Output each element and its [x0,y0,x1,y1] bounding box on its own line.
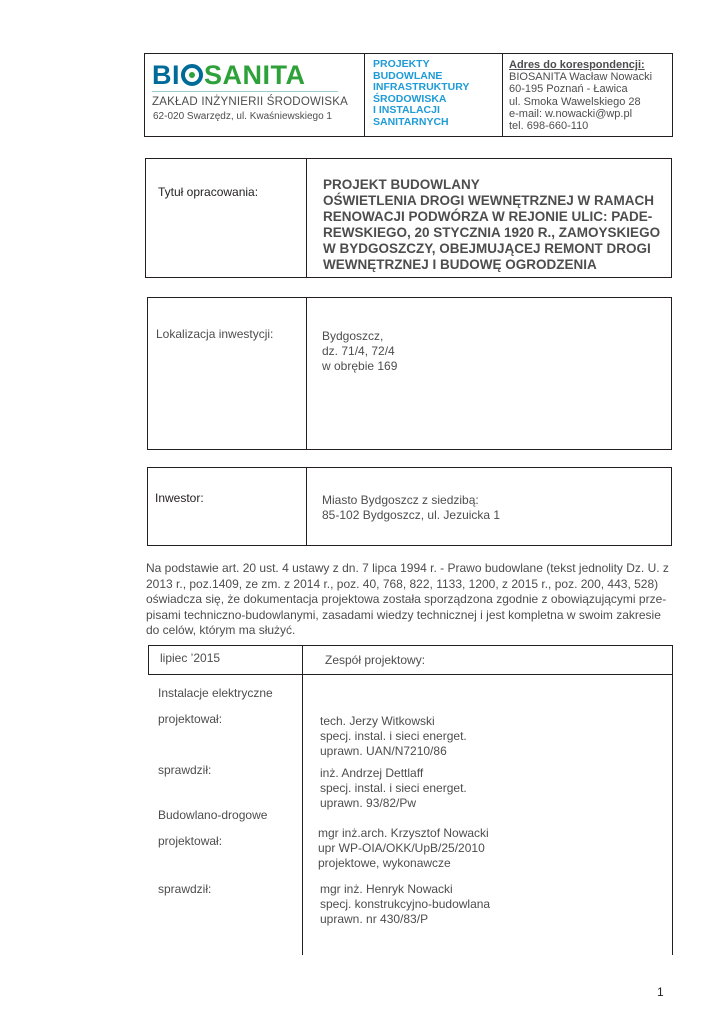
location-box [147,297,672,450]
road-checked-role: sprawdził: [158,882,212,896]
electrical-checked-role: sprawdził: [158,763,212,777]
declaration-paragraph: Na podstawie art. 20 ust. 4 ustawy z dn. 7 lipca 1994 r. - Prawo budowlane (tekst jednolity Dz. U. z 2013 r., poz.1409, ze zm. z 2014 r., poz. 40, 768, 822, 1133, 1200, z 2015 r., poz. 200, 443, 528) oświadcza się, że dokumentacja projektowa została sporządzona zgodnie z obowiązującymi prze- pisami techniczno-budowlanymi, zasadami wiedzy technicznej i jest kompletna w swoim zakresie do celów, którym ma służyć. [146,561,669,637]
logo-rule [152,91,338,92]
team-left-border [148,645,149,674]
header-divider-1 [364,53,365,137]
team-heading: Zespół projektowy: [325,653,426,667]
correspondence-heading: Adres do korespondencji: [509,59,645,71]
location-divider [306,297,307,450]
header-divider-2 [502,53,503,137]
projekty-block: PROJEKTY BUDOWLANE INFRASTRUKTURY ŚRODOWISKA I INSTALACJI SANITARNYCH [373,58,470,128]
logo-globe-icon [181,64,203,86]
team-divider [302,645,303,955]
correspondence-address: Adres do korespondencji: BIOSANITA Wacław Nowacki 60-195 Poznań - Ławica ul. Smoka Wawelskiego 28 e-mail: w.nowacki@wp.pl tel. 698-660-110 [509,59,653,133]
person-h-nowacki: mgr inż. Henryk Nowacki specj. konstrukcyjno-budowlana uprawn. nr 430/83/P [320,882,491,926]
company-name: ZAKŁAD INŻYNIERII ŚRODOWISKA [152,96,349,108]
person-k-nowacki: mgr inż.arch. Krzysztof Nowacki upr WP-OIA/OKK/UpB/25/2010 projektowe, wykonawcze [318,826,489,870]
person-witkowski: tech. Jerzy Witkowski specj. instal. i sieci energet. uprawn. UAN/N7210/86 [320,714,467,758]
location-value: Bydgoszcz, dz. 71/4, 72/4 w obrębie 169 [322,329,398,373]
electrical-designed-role: projektował: [158,712,223,726]
investor-value: Miasto Bydgoszcz z siedzibą: 85-102 Bydgoszcz, ul. Jezuicka 1 [322,493,501,522]
section-electrical-title: Instalacje elektryczne [158,686,273,700]
section-road-title: Budowlano-drogowe [158,808,268,822]
project-title: PROJEKT BUDOWLANY OŚWIETLENIA DROGI WEWNĘTRZNEJ W RAMACH RENOWACJI PODWÓRZA W REJONIE ULIC: PADE- REWSKIEGO, 20 STYCZNIA 1920 R., ZAMOYSKIEGO W BYDGOSZCZY, OBEJMUJĄCEJ REMONT DROGI WEWNĘTRZNEJ I BUDOWĘ OGRODZENIA [323,177,661,272]
biosanita-logo: BI SANITA [152,60,306,90]
title-divider [306,158,307,278]
title-label: Tytuł opracowania: [158,185,259,199]
team-right-border [672,645,673,955]
person-dettlaff: inż. Andrzej Dettlaff specj. instal. i sieci energet. uprawn. 93/82/Pw [320,766,467,810]
investor-label: Inwestor: [155,491,204,505]
page-number: 1 [657,985,664,999]
road-designed-role: projektował: [158,834,223,848]
team-date: lipiec ’2015 [160,651,221,665]
location-label: Lokalizacja inwestycji: [156,327,274,341]
team-header-rule [148,674,673,675]
company-address: 62-020 Swarzędz, ul. Kwaśniewskiego 1 [153,111,332,122]
team-top-rule [148,645,673,646]
investor-divider [306,467,307,546]
